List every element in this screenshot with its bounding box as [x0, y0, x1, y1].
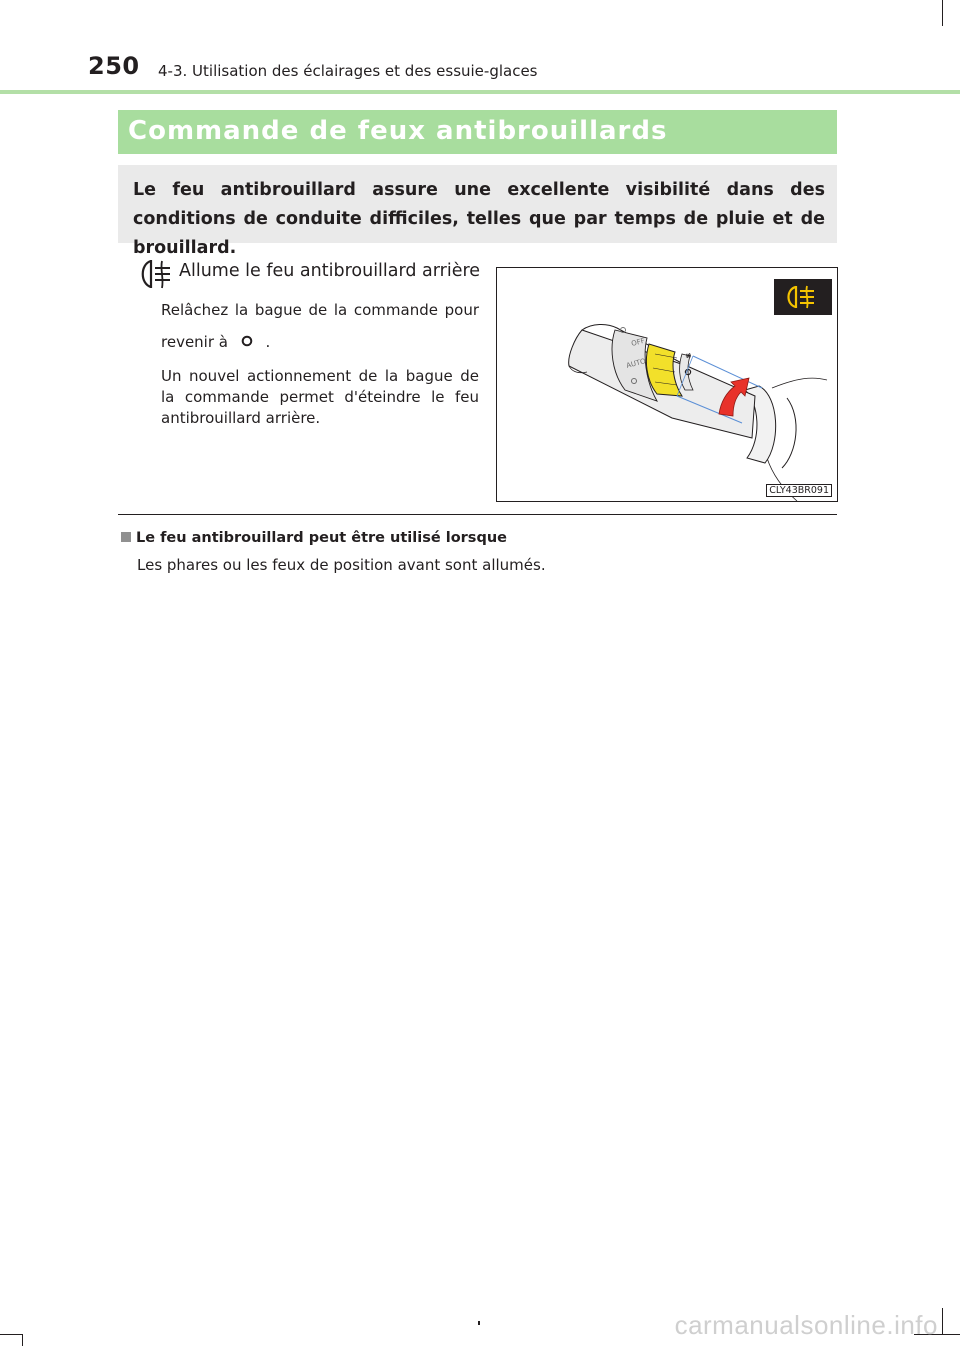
crop-mark — [22, 1334, 23, 1346]
chapter-title: 4-3. Utilisation des éclairages et des essuie-glaces — [158, 62, 538, 80]
stalk-label-off: OFF — [630, 336, 646, 348]
fog-light-switch-illustration — [496, 267, 838, 502]
release-prefix: revenir à — [161, 333, 228, 351]
figure-code: CLY43BR091 — [766, 484, 832, 497]
crop-mark — [0, 1334, 22, 1335]
watermark: carmanualsonline.info — [674, 1310, 938, 1340]
repeat-press-text: Un nouvel actionnement de la bague de la commande permet d'éteindre le feu antibrouillard arrière. — [161, 367, 479, 427]
section-divider — [118, 514, 837, 515]
fog-indicator-tile — [774, 279, 832, 315]
stalk-label-auto: AUTO — [625, 357, 647, 370]
footer-mark — [478, 1321, 480, 1325]
off-position-icon — [233, 332, 261, 354]
crop-mark — [942, 0, 943, 26]
section-title-bar — [118, 110, 837, 154]
bullet-square-icon — [121, 532, 131, 542]
fog-light-label: Allume le feu antibrouillard arrière — [179, 261, 481, 281]
header-rule — [0, 90, 960, 94]
section-title: Commande de feux antibrouillards — [128, 116, 668, 146]
note-body: Les phares ou les feux de position avant sont allumés. — [137, 556, 546, 574]
release-suffix: . — [265, 333, 271, 351]
note-heading-text: Le feu antibrouillard peut être utilisé lorsque — [136, 530, 507, 546]
intro-box — [118, 165, 837, 258]
release-text-line1: Relâchez la bague de la commande pour — [161, 301, 479, 319]
release-text-line2 — [161, 331, 311, 354]
fog-light-instruction — [136, 258, 481, 290]
intro-text: Le feu antibrouillard assure une excellente visibilité dans des conditions de conduite difficiles, telles que par temps de pluie et de brouillard. — [133, 180, 825, 258]
page-number: 250 — [88, 52, 140, 80]
svg-text:≢: ≢ — [685, 351, 692, 360]
rear-fog-indicator-icon — [774, 279, 832, 315]
crop-mark — [942, 1308, 943, 1334]
note-heading — [121, 530, 507, 546]
rear-fog-light-icon — [136, 258, 174, 294]
